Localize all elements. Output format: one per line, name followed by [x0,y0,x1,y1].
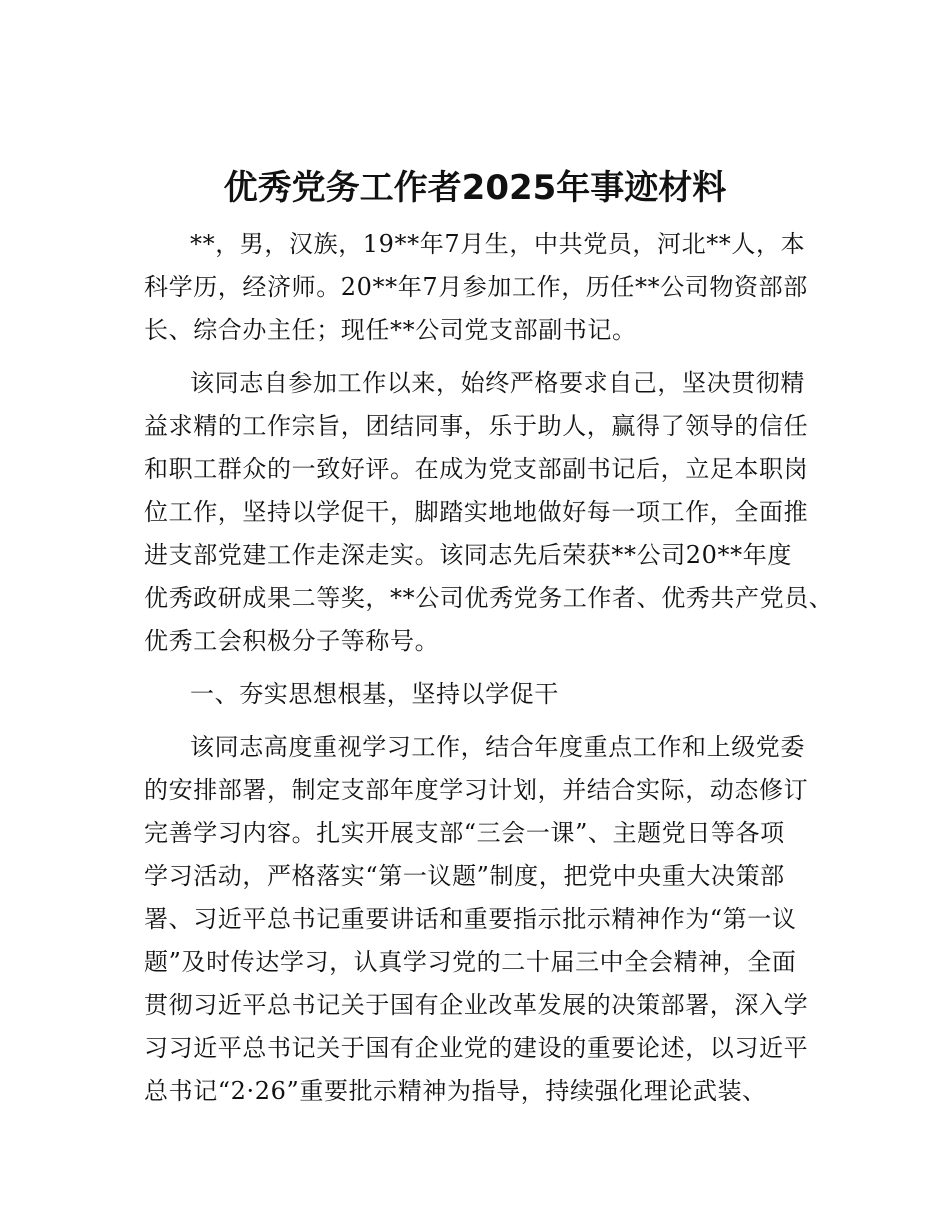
paragraph-line: 该同志自参加工作以来，始终严格要求自己，坚决贯彻精 [190,369,805,397]
paragraph-line: 完善学习内容。扎实开展支部“三会一课”、主题党日等各项 [144,819,785,847]
paragraph-line: 进支部党建工作走深走实。该同志先后荣获**公司20**年度 [144,541,792,569]
paragraph-line: 题”及时传达学习，认真学习党的二十届三中全会精神，全面 [144,948,797,976]
paragraph-line: 习习近平总书记关于国有企业党的建设的重要论述，以习近平 [144,1034,809,1062]
paragraph-line: 学习活动，严格落实“第一议题”制度，把党中央重大决策部 [144,862,785,890]
paragraph-line: 和职工群众的一致好评。在成为党支部副书记后，立足本职岗 [144,455,809,483]
paragraph-line: 总书记“2·26”重要批示精神为指导，持续强化理论武装、 [144,1077,767,1105]
paragraph-line: 长、综合办主任；现任**公司党支部副书记。 [144,316,637,344]
section-heading: 一、夯实思想根基，坚持以学促干 [190,680,559,708]
paragraph-line: 科学历，经济师。20**年7月参加工作，历任**公司物资部部 [144,273,808,301]
paragraph-line: 优秀工会积极分子等称号。 [144,627,440,655]
document-title: 优秀党务工作者2025年事迹材料 [223,168,727,208]
paragraph-line: 优秀政研成果二等奖，**公司优秀党务工作者、优秀共产党员、 [144,584,834,612]
paragraph-line: 署、习近平总书记重要讲话和重要指示批示精神作为“第一议 [144,905,797,933]
paragraph-line: 位工作，坚持以学促干，脚踏实地地做好每一项工作，全面推 [144,498,809,526]
paragraph-line: **，男，汉族，19**年7月生，中共党员，河北**人，本 [190,230,806,258]
paragraph-line: 的安排部署，制定支部年度学习计划，并结合实际，动态修订 [144,776,809,804]
paragraph-line: 贯彻习近平总书记关于国有企业改革发展的决策部署，深入学 [144,991,809,1019]
paragraph-line: 益求精的工作宗旨，团结同事，乐于助人，赢得了领导的信任 [144,412,809,440]
paragraph-line: 该同志高度重视学习工作，结合年度重点工作和上级党委 [190,733,805,761]
